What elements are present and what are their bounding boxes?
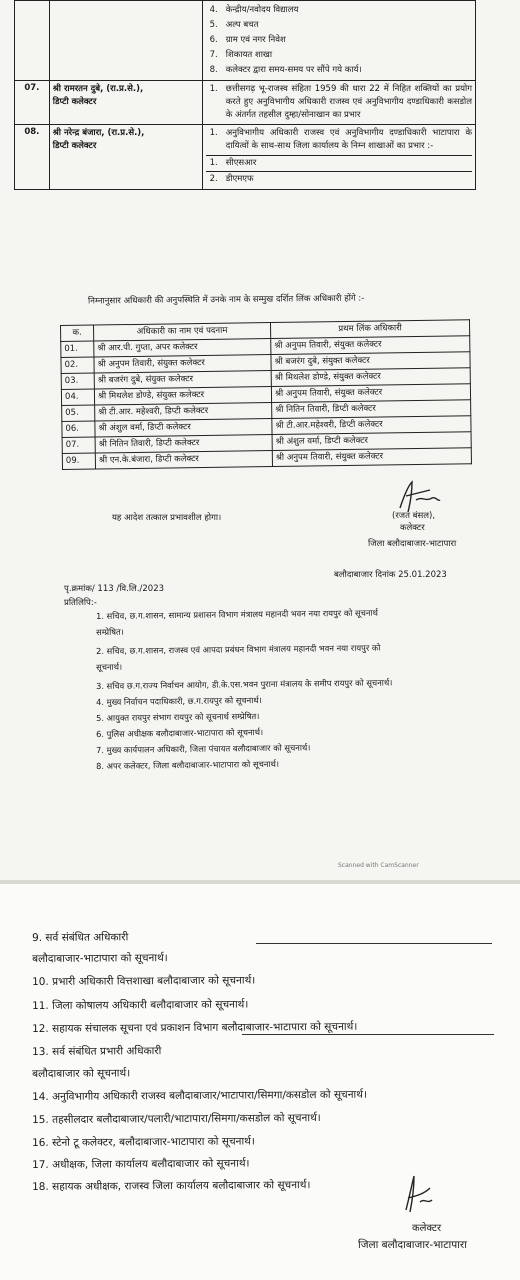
item-text: सीएसआर <box>225 158 257 168</box>
officer-name: श्री टी.आर. महेश्वरी, डिप्टी कलेक्टर <box>95 403 272 421</box>
link-officer-name: श्री टी.आर.महेश्वरी, डिप्टी कलेक्टर <box>272 416 471 435</box>
serial-number: 05. <box>62 405 95 421</box>
column-header: क. <box>61 325 94 341</box>
item-text: कलेक्टर द्वारा समय-समय पर सौंपे गये कार्य। <box>225 65 362 75</box>
cc-item: 2. सचिव, छ.ग.शासन, राजस्व एवं आपदा प्रबंधन विभाग मंत्रालय महानदी भवन नया रायपुर को <box>96 642 381 656</box>
cc-item: 3. सचिव छ.ग.राज्य निर्वाचन आयोग, डी.के.एस.भवन पुराना मंत्रालय के समीप रायपुर को सूचनार्थ। <box>96 677 393 691</box>
link-officer-name: श्री अनुपम तिवारी, संयुक्त कलेक्टर <box>271 384 470 403</box>
item-number: 7. <box>209 50 218 60</box>
item-number: 1. <box>209 158 218 168</box>
officer-name: श्री मिथलेश डोण्डे, संयुक्त कलेक्टर <box>94 387 271 405</box>
copy-label: प्रतिलिपि:- <box>64 598 97 608</box>
officer-designation: डिप्टी कलेक्टर <box>52 97 97 107</box>
duty-number: 1. <box>209 128 218 138</box>
link-officer-name: श्री अनुपम तिवारी, संयुक्त कलेक्टर <box>272 448 471 467</box>
list-item <box>206 18 472 33</box>
list-item <box>206 155 472 171</box>
column-header: अधिकारी का नाम एवं पदनाम <box>94 323 271 341</box>
table-row <box>15 81 476 125</box>
link-officer-name: श्री मिथलेश डोण्डे, संयुक्त कलेक्टर <box>271 368 470 387</box>
duty-number: 1. <box>209 84 218 94</box>
serial-number: 03. <box>61 373 94 389</box>
item-text: ग्राम एवं नगर निवेश <box>225 35 286 45</box>
list-item <box>206 63 472 78</box>
cc-item: 11. जिला कोषालय अधिकारी बलौदाबाजार को सूचनार्थ। <box>32 998 249 1012</box>
duty-list <box>206 3 472 78</box>
signatory-district: जिला बलौदाबाजार-भाटापारा <box>358 1239 467 1251</box>
cc-item: सम्प्रेषित। <box>96 626 124 637</box>
duty-text: छत्तीसगढ़ भू-राजस्व संहिता 1959 की धारा 22 में निहित शक्तियों का प्रयोग करते हुए अनुविभागीय अधिकारी राजस्व एवं अनुविभागीय दण्डाधिकारी कसडोल के अंतर्गत तहसील दुम्हा/सोनाखान का प्रभार <box>225 84 472 120</box>
cc-item: 4. मुख्य निर्वाचन पदाधिकारी, छ.ग.रायपुर को सूचनार्थ। <box>96 694 262 707</box>
officer-duty-table <box>14 0 476 190</box>
serial-number: 06. <box>62 421 95 437</box>
serial-number: 01. <box>61 341 94 357</box>
link-officer-table <box>60 319 472 470</box>
signatory-district: जिला बलौदाबाजार-भाटापारा <box>368 539 457 549</box>
cc-item: 17. अधीक्षक, जिला कार्यालय बलौदाबाजार को सूचनार्थ। <box>32 1157 250 1171</box>
serial-number: 08. <box>15 125 50 190</box>
item-number: 5. <box>209 20 218 30</box>
cc-item: 9. सर्व संबंधित अधिकारी <box>32 931 129 944</box>
serial-number: 04. <box>61 389 94 405</box>
signatory-designation: कलेक्टर <box>412 1223 442 1234</box>
cc-item: 16. स्टेनो टू कलेक्टर, बलौदाबाजार-भाटापारा को सूचनार्थ। <box>32 1135 255 1149</box>
document-page-2 <box>0 884 520 1280</box>
officer-name: श्री अनुपम तिवारी, संयुक्त कलेक्टर <box>94 355 271 373</box>
item-number: 2. <box>209 174 218 184</box>
effect-text: यह आदेश तत्काल प्रभावशील होगा। <box>112 513 222 523</box>
item-number: 8. <box>209 65 218 75</box>
item-text: केन्द्रीय/नवोदय विद्यालय <box>225 5 299 15</box>
serial-number: 09. <box>62 453 95 469</box>
officer-designation: डिप्टी कलेक्टर <box>52 141 97 151</box>
cc-item: 15. तहसीलदार बलौदाबाजार/पलारी/भाटापारा/सिमगा/कसडोल को सूचनार्थ। <box>32 1111 321 1126</box>
cc-item: 12. सहायक संचालक सूचना एवं प्रकाशन विभाग बलौदाबाजार-भाटापारा को सूचनार्थ। <box>32 1020 358 1035</box>
cc-item: 13. सर्व संबंधित प्रभारी अधिकारी <box>32 1045 162 1058</box>
duty-text: अनुविभागीय अधिकारी राजस्व एवं अनुविभागीय दण्डाधिकारी भाटापारा के दायित्वों के साथ-साथ जिला कार्यालय के निम्न शाखाओं का प्रभार :- <box>225 128 472 151</box>
cc-item: बलौदाबाजार-भाटापारा को सूचनार्थ। <box>32 952 168 965</box>
item-text: अल्प बचत <box>225 20 259 30</box>
scanner-watermark: Scanned with CamScanner <box>338 862 419 869</box>
cc-item: 8. अपर कलेक्टर, जिला बलौदाबाजार-भाटापारा को सूचनार्थ। <box>96 758 280 771</box>
link-officer-name: श्री बजरंग दुबे, संयुक्त कलेक्टर <box>271 352 470 371</box>
link-officer-name: श्री अंशुल वर्मा, डिप्टी कलेक्टर <box>272 432 471 451</box>
signature-image <box>396 1174 436 1214</box>
memo-date: बलौदाबाजार दिनांक 25.01.2023 <box>334 570 447 580</box>
cc-item: सूचनार्थ। <box>96 661 123 672</box>
link-officer-name: श्री नितिन तिवारी, डिप्टी कलेक्टर <box>272 400 471 419</box>
memo-number: पृ.क्रमांक/ 113 /वि.लि./2023 <box>64 584 165 594</box>
link-officer-name: श्री अनुपम तिवारी, संयुक्त कलेक्टर <box>271 336 470 355</box>
intro-text: निम्नानुसार अधिकारी की अनुपस्थिति में उनके नाम के सम्मुख दर्शित लिंक अधिकारी होंगे :- <box>87 293 365 307</box>
cc-item: 1. सचिव, छ.ग.शासन, सामान्य प्रशासन विभाग मंत्रालय महानदी भवन नया रायपुर को सूचनार्थ <box>96 607 378 621</box>
list-item <box>206 3 472 18</box>
fill-in-line <box>242 1034 494 1035</box>
cc-item: 5. आयुक्त रायपुर संभाग रायपुर को सूचनार्थ सम्प्रेषित। <box>96 711 260 723</box>
item-number: 6. <box>209 35 218 45</box>
officer-name: श्री नितिन तिवारी, डिप्टी कलेक्टर <box>95 435 272 453</box>
item-text: शिकायत शाखा <box>225 50 273 60</box>
cc-item: 7. मुख्य कार्यपालन अधिकारी, जिला पंचायत बलौदाबाजार को सूचनार्थ। <box>96 742 311 755</box>
serial-number: 07. <box>15 81 50 125</box>
cc-item: 10. प्रभारी अधिकारी वित्तशाखा बलौदाबाजार को सूचनार्थ। <box>32 974 256 988</box>
column-header: प्रथम लिंक अधिकारी <box>270 320 469 339</box>
officer-name: श्री बजरंग दुबे, संयुक्त कलेक्टर <box>94 371 271 389</box>
cc-item: 6. पुलिस अधीक्षक बलौदाबाजार-भाटापारा को सूचनार्थ। <box>96 726 264 739</box>
serial-number: 07. <box>62 437 95 453</box>
officer-name: श्री अंशुल वर्मा, डिप्टी कलेक्टर <box>95 419 272 437</box>
signatory-name: (रजत बंसल), <box>392 511 436 521</box>
table-row <box>15 1 476 81</box>
branch-list <box>206 155 472 187</box>
table-row <box>15 125 476 190</box>
cc-item: 18. सहायक अधीक्षक, राजस्व जिला कार्यालय बलौदाबाजार को सूचनार्थ। <box>32 1179 311 1193</box>
officer-name: श्री एन.के.बंजारा, डिप्टी कलेक्टर <box>95 451 272 469</box>
list-item <box>206 33 472 48</box>
signature-image <box>392 480 442 514</box>
cc-item: 14. अनुविभागीय अधिकारी राजस्व बलौदाबाजार/भाटापारा/सिमगा/कसडोल को सूचनार्थ। <box>32 1088 367 1103</box>
list-item <box>206 48 472 63</box>
cc-item: बलौदाबाजार को सूचनार्थ। <box>32 1067 131 1080</box>
officer-name: श्री रामरतन दुबे, (रा.प्र.से.), <box>52 84 144 94</box>
fill-in-line <box>256 943 492 944</box>
item-text: डीएमएफ <box>225 174 254 184</box>
officer-name: श्री आर.पी. गुप्ता, अपर कलेक्टर <box>94 339 271 357</box>
signatory-designation: कलेक्टर <box>400 523 425 533</box>
item-number: 4. <box>209 5 218 15</box>
list-item <box>206 171 472 187</box>
serial-number: 02. <box>61 357 94 373</box>
officer-name: श्री नरेन्द्र बंजारा, (रा.प्र.से.), <box>52 128 145 138</box>
